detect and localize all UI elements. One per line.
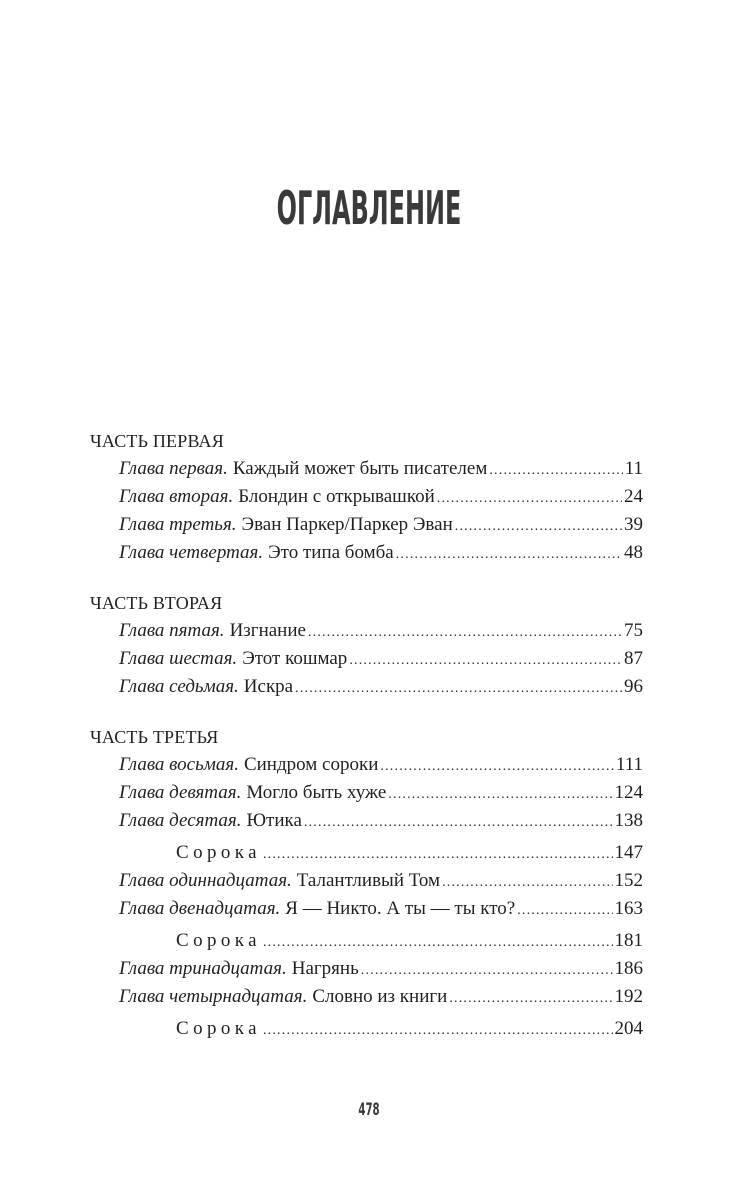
chapter-title: Синдром сороки — [243, 754, 379, 775]
chapter-label: Глава третья. — [119, 514, 237, 535]
part-heading-1: ЧАСТЬ ПЕРВАЯ — [90, 431, 224, 451]
toc-entry[interactable] — [90, 673, 643, 701]
chapter-label: Глава первая. — [119, 458, 228, 479]
chapter-label: Глава вторая. — [119, 486, 234, 507]
toc-entry-interlude[interactable] — [90, 923, 643, 955]
page-number: 186 — [614, 958, 643, 979]
dot-leader — [455, 513, 622, 541]
page-number: 48 — [624, 542, 643, 563]
chapter-label: Глава восьмая. — [119, 754, 239, 775]
chapter-label: Глава шестая. — [119, 648, 238, 669]
toc-entry[interactable] — [90, 617, 643, 645]
toc-entry[interactable] — [90, 807, 643, 835]
chapter-label: Глава одиннадцатая. — [119, 870, 292, 891]
page-number: 39 — [624, 514, 643, 535]
page-number: 87 — [624, 648, 643, 669]
chapter-label: Глава седьмая. — [119, 676, 239, 697]
dot-leader — [380, 753, 614, 781]
page-number: 11 — [624, 458, 643, 479]
page-number-footer: 478 — [358, 1100, 380, 1120]
chapter-title: Каждый может быть писателем — [232, 458, 488, 479]
chapter-title: Словно из книги — [312, 986, 448, 1007]
dot-leader — [489, 457, 622, 485]
chapter-title: Эван Паркер/Паркер Эван — [241, 514, 453, 535]
chapter-title: Ютика — [246, 810, 302, 831]
chapter-label: Глава четырнадцатая. — [119, 986, 308, 1007]
page-number: 75 — [624, 620, 643, 641]
toc-entry[interactable] — [90, 511, 643, 539]
page-number: 152 — [614, 870, 643, 891]
dot-leader — [349, 647, 622, 675]
toc-entry[interactable] — [90, 955, 643, 983]
page-number: 124 — [614, 782, 643, 803]
toc-entry[interactable] — [90, 455, 643, 483]
chapter-title: Этот кошмар — [242, 648, 348, 669]
page-number: 138 — [614, 810, 643, 831]
chapter-title: Могло быть хуже — [246, 782, 387, 803]
toc-entry[interactable] — [90, 645, 643, 673]
toc-entry-interlude[interactable] — [90, 1011, 643, 1043]
interlude-title: Сорока — [176, 842, 261, 863]
dot-leader — [361, 957, 613, 985]
toc-entry[interactable] — [90, 867, 643, 895]
interlude-title: Сорока — [176, 930, 261, 951]
dot-leader — [437, 485, 622, 513]
interlude-title: Сорока — [176, 1018, 261, 1039]
chapter-title: Талантливый Том — [296, 870, 441, 891]
part-heading-3: ЧАСТЬ ТРЕТЬЯ — [90, 727, 219, 747]
chapter-title: Изгнание — [229, 620, 306, 641]
page-number: 147 — [614, 842, 643, 863]
page-number: 24 — [624, 486, 643, 507]
dot-leader — [263, 1013, 613, 1049]
dot-leader — [396, 541, 622, 569]
page-number: 192 — [614, 986, 643, 1007]
toc-entry[interactable] — [90, 539, 643, 567]
table-of-contents — [90, 427, 643, 1043]
page-number: 163 — [614, 898, 643, 919]
toc-entry[interactable] — [90, 895, 643, 923]
chapter-title: Я — Никто. А ты — ты кто? — [285, 898, 516, 919]
chapter-title: Блондин с открывашкой — [238, 486, 435, 507]
dot-leader — [295, 675, 622, 703]
chapter-label: Глава девятая. — [119, 782, 242, 803]
dot-leader — [517, 897, 612, 925]
page-number: 96 — [624, 676, 643, 697]
page-number: 111 — [615, 754, 643, 775]
chapter-title: Нагрянь — [291, 958, 359, 979]
page-title: ОГЛАВЛЕНИЕ — [276, 181, 462, 235]
dot-leader — [304, 809, 613, 837]
page-number: 204 — [614, 1018, 643, 1039]
chapter-label: Глава десятая. — [119, 810, 242, 831]
dot-leader — [442, 869, 612, 897]
chapter-title: Это типа бомба — [268, 542, 394, 563]
chapter-label: Глава двенадцатая. — [119, 898, 281, 919]
part-heading-2: ЧАСТЬ ВТОРАЯ — [90, 593, 223, 613]
toc-entry[interactable] — [90, 779, 643, 807]
page-number: 181 — [614, 930, 643, 951]
chapter-label: Глава тринадцатая. — [119, 958, 287, 979]
toc-entry-interlude[interactable] — [90, 835, 643, 867]
chapter-title: Искра — [243, 676, 294, 697]
dot-leader — [388, 781, 612, 809]
dot-leader — [449, 985, 612, 1013]
chapter-label: Глава четвертая. — [119, 542, 264, 563]
dot-leader — [308, 619, 622, 647]
chapter-label: Глава пятая. — [119, 620, 225, 641]
toc-entry[interactable] — [90, 983, 643, 1011]
toc-entry[interactable] — [90, 483, 643, 511]
toc-entry[interactable] — [90, 751, 643, 779]
